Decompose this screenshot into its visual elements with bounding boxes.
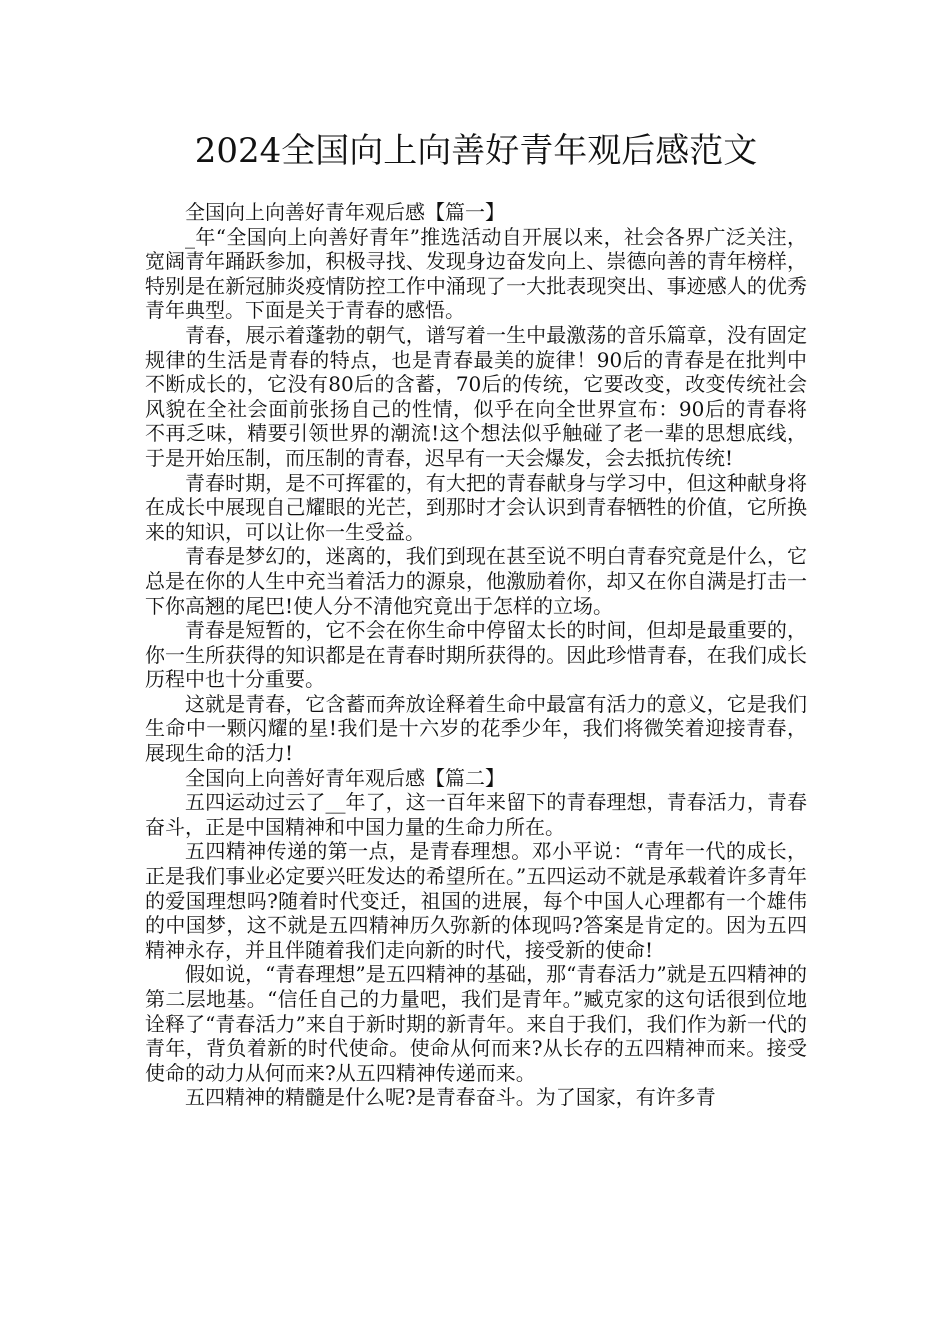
document-title: 2024全国向上向善好青年观后感范文 — [194, 131, 758, 171]
paragraph: 青春是短暂的，它不会在你生命中停留太长的时间，但却是最重要的，你一生所获得的知识都是在青春时期所获得的。因此珍惜青春，在我们成长历程中也十分重要。 — [145, 618, 807, 692]
paragraph: 这就是青春，它含蓄而奔放诠释着生命中最富有活力的意义，它是我们生命中一颗闪耀的星!我们是十六岁的花季少年，我们将微笑着迎接青春，展现生命的活力! — [145, 691, 807, 766]
document-page — [145, 124, 807, 1110]
paragraph: 五四精神的精髓是什么呢?是青春奋斗。为了国家，有许多青 — [185, 1085, 716, 1110]
paragraph: 青春，展示着蓬勃的朝气，谱写着一生中最激荡的音乐篇章，没有固定规律的生活是青春的特点，也是青春最美的旋律！90后的青春是在批判中不断成长的，它没有80后的含蓄，70后的传统，它要改变，改变传统社会风貌在全社会面前张扬自己的性情，似乎在向全世界宣布：90后的青春将不再乏味，精要引领世界的潮流!这个想法似乎触碰了老一辈的思想底线，于是开始压制，而压制的青春，迟早有一天会爆发，会去抵抗传统! — [145, 322, 807, 470]
paragraph: 五四精神传递的第一点，是青春理想。邓小平说：“青年一代的成长，正是我们事业必定要兴旺发达的希望所在。”五四运动不就是承载着许多青年的爱国理想吗?随着时代变迁，祖国的进展，每个中国人心理都有一个雄伟的中国梦，这不就是五四精神历久弥新的体现吗?答案是肯定的。因为五四精神永存，并且伴随着我们走向新的时代，接受新的使命! — [145, 839, 807, 962]
paragraph: 假如说，“青春理想”是五四精神的基础，那“青春活力”就是五四精神的第二层地基。“信任自己的力量吧，我们是青年。”臧克家的这句话很到位地诠释了“青春活力”来自于新时期的新青年。来自于我们，我们作为新一代的青年，背负着新的时代使命。使命从何而来?从长存的五四精神而来。接受使命的动力从何而来?从五四精神传递而来。 — [145, 962, 807, 1085]
paragraph: 五四运动过云了__年了，这一百年来留下的青春理想，青春活力，青春奋斗，正是中国精神和中国力量的生命力所在。 — [145, 790, 807, 839]
paragraph-heading-1: 全国向上向善好青年观后感【篇一】 — [185, 200, 505, 224]
paragraph: _年“全国向上向善好青年”推选活动自开展以来，社会各界广泛关注，宽阔青年踊跃参加，积极寻找、发现身边奋发向上、崇德向善的青年榜样，特别是在新冠肺炎疫情防控工作中涌现了一大批表现突出、事迹感人的优秀青年典型。下面是关于青春的感悟。 — [145, 224, 807, 323]
paragraph-heading-2: 全国向上向善好青年观后感【篇二】 — [185, 765, 505, 790]
paragraph: 青春是梦幻的，迷离的，我们到现在甚至说不明白青春究竟是什么，它总是在你的人生中充当着活力的源泉，他激励着你，却又在你自满是打击一下你高翘的尾巴!使人分不清他究竟出于怎样的立场。 — [145, 544, 807, 618]
paragraph: 青春时期，是不可挥霍的，有大把的青春献身与学习中，但这种献身将在成长中展现自己耀眼的光芒，到那时才会认识到青春牺牲的价值，它所换来的知识，可以让你一生受益。 — [145, 470, 807, 544]
